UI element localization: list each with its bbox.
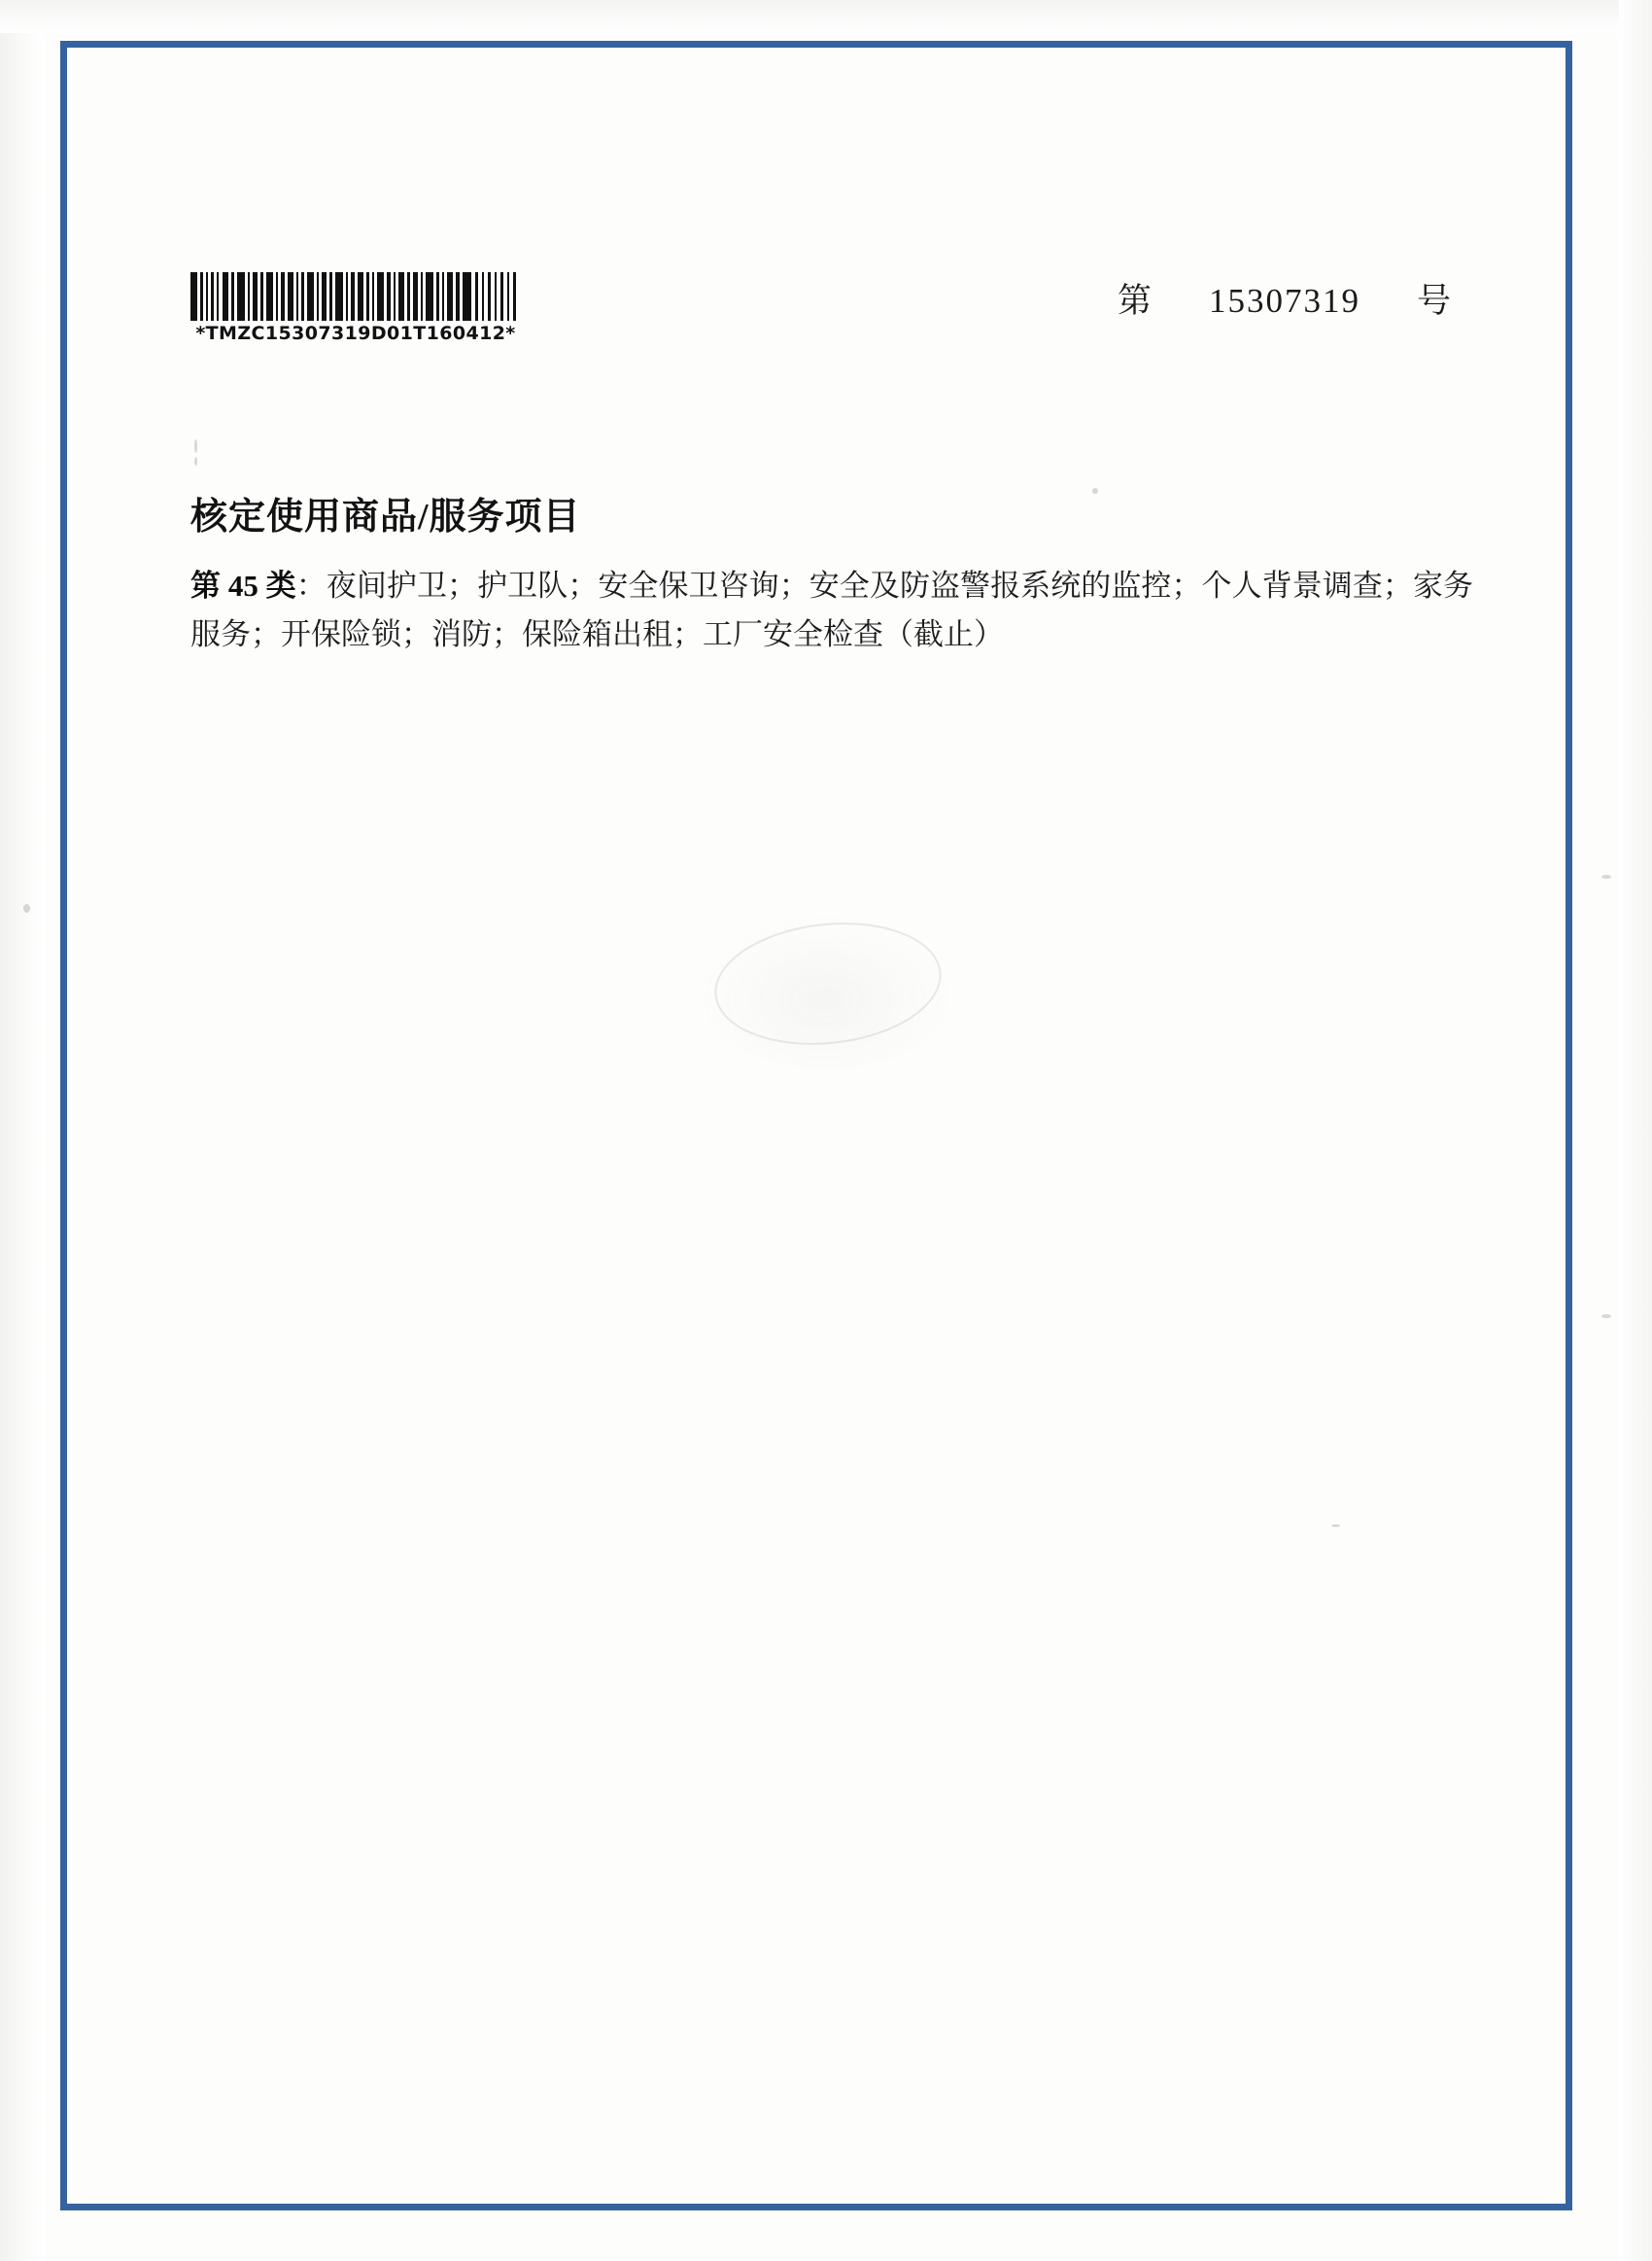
page-border-frame bbox=[60, 41, 1572, 2210]
registration-prefix-label: 第 bbox=[1118, 282, 1153, 320]
approved-items-text: 夜间护卫；护卫队；安全保卫咨询；安全及防盗警报系统的监控；个人背景调查；家务服务；开保险锁；消防；保险箱出租；工厂安全检查（截止） bbox=[190, 569, 1474, 652]
scan-speck bbox=[1092, 488, 1098, 494]
scan-edge-top bbox=[0, 0, 1652, 33]
registration-number-row bbox=[1118, 274, 1452, 323]
section-title: 核定使用商品/服务项目 bbox=[190, 497, 581, 538]
scan-speck bbox=[1601, 1314, 1611, 1318]
class-separator: ： bbox=[295, 569, 327, 603]
scan-speck bbox=[23, 904, 30, 913]
scan-speck bbox=[194, 439, 197, 453]
registration-suffix-label: 号 bbox=[1417, 282, 1453, 320]
scan-edge-right bbox=[1619, 0, 1652, 2261]
scan-speck bbox=[1601, 875, 1611, 879]
scan-speck bbox=[1331, 1524, 1340, 1527]
scan-edge-left bbox=[0, 0, 45, 2261]
registration-number-value: 15307319 bbox=[1209, 282, 1361, 320]
barcode-icon bbox=[190, 272, 535, 321]
barcode-block bbox=[190, 272, 540, 344]
approved-items-paragraph bbox=[190, 562, 1473, 659]
scan-speck bbox=[194, 457, 197, 466]
class-label: 第 45 类 bbox=[190, 569, 296, 603]
barcode-text: *TMZC15307319D01T160412* bbox=[195, 323, 516, 344]
